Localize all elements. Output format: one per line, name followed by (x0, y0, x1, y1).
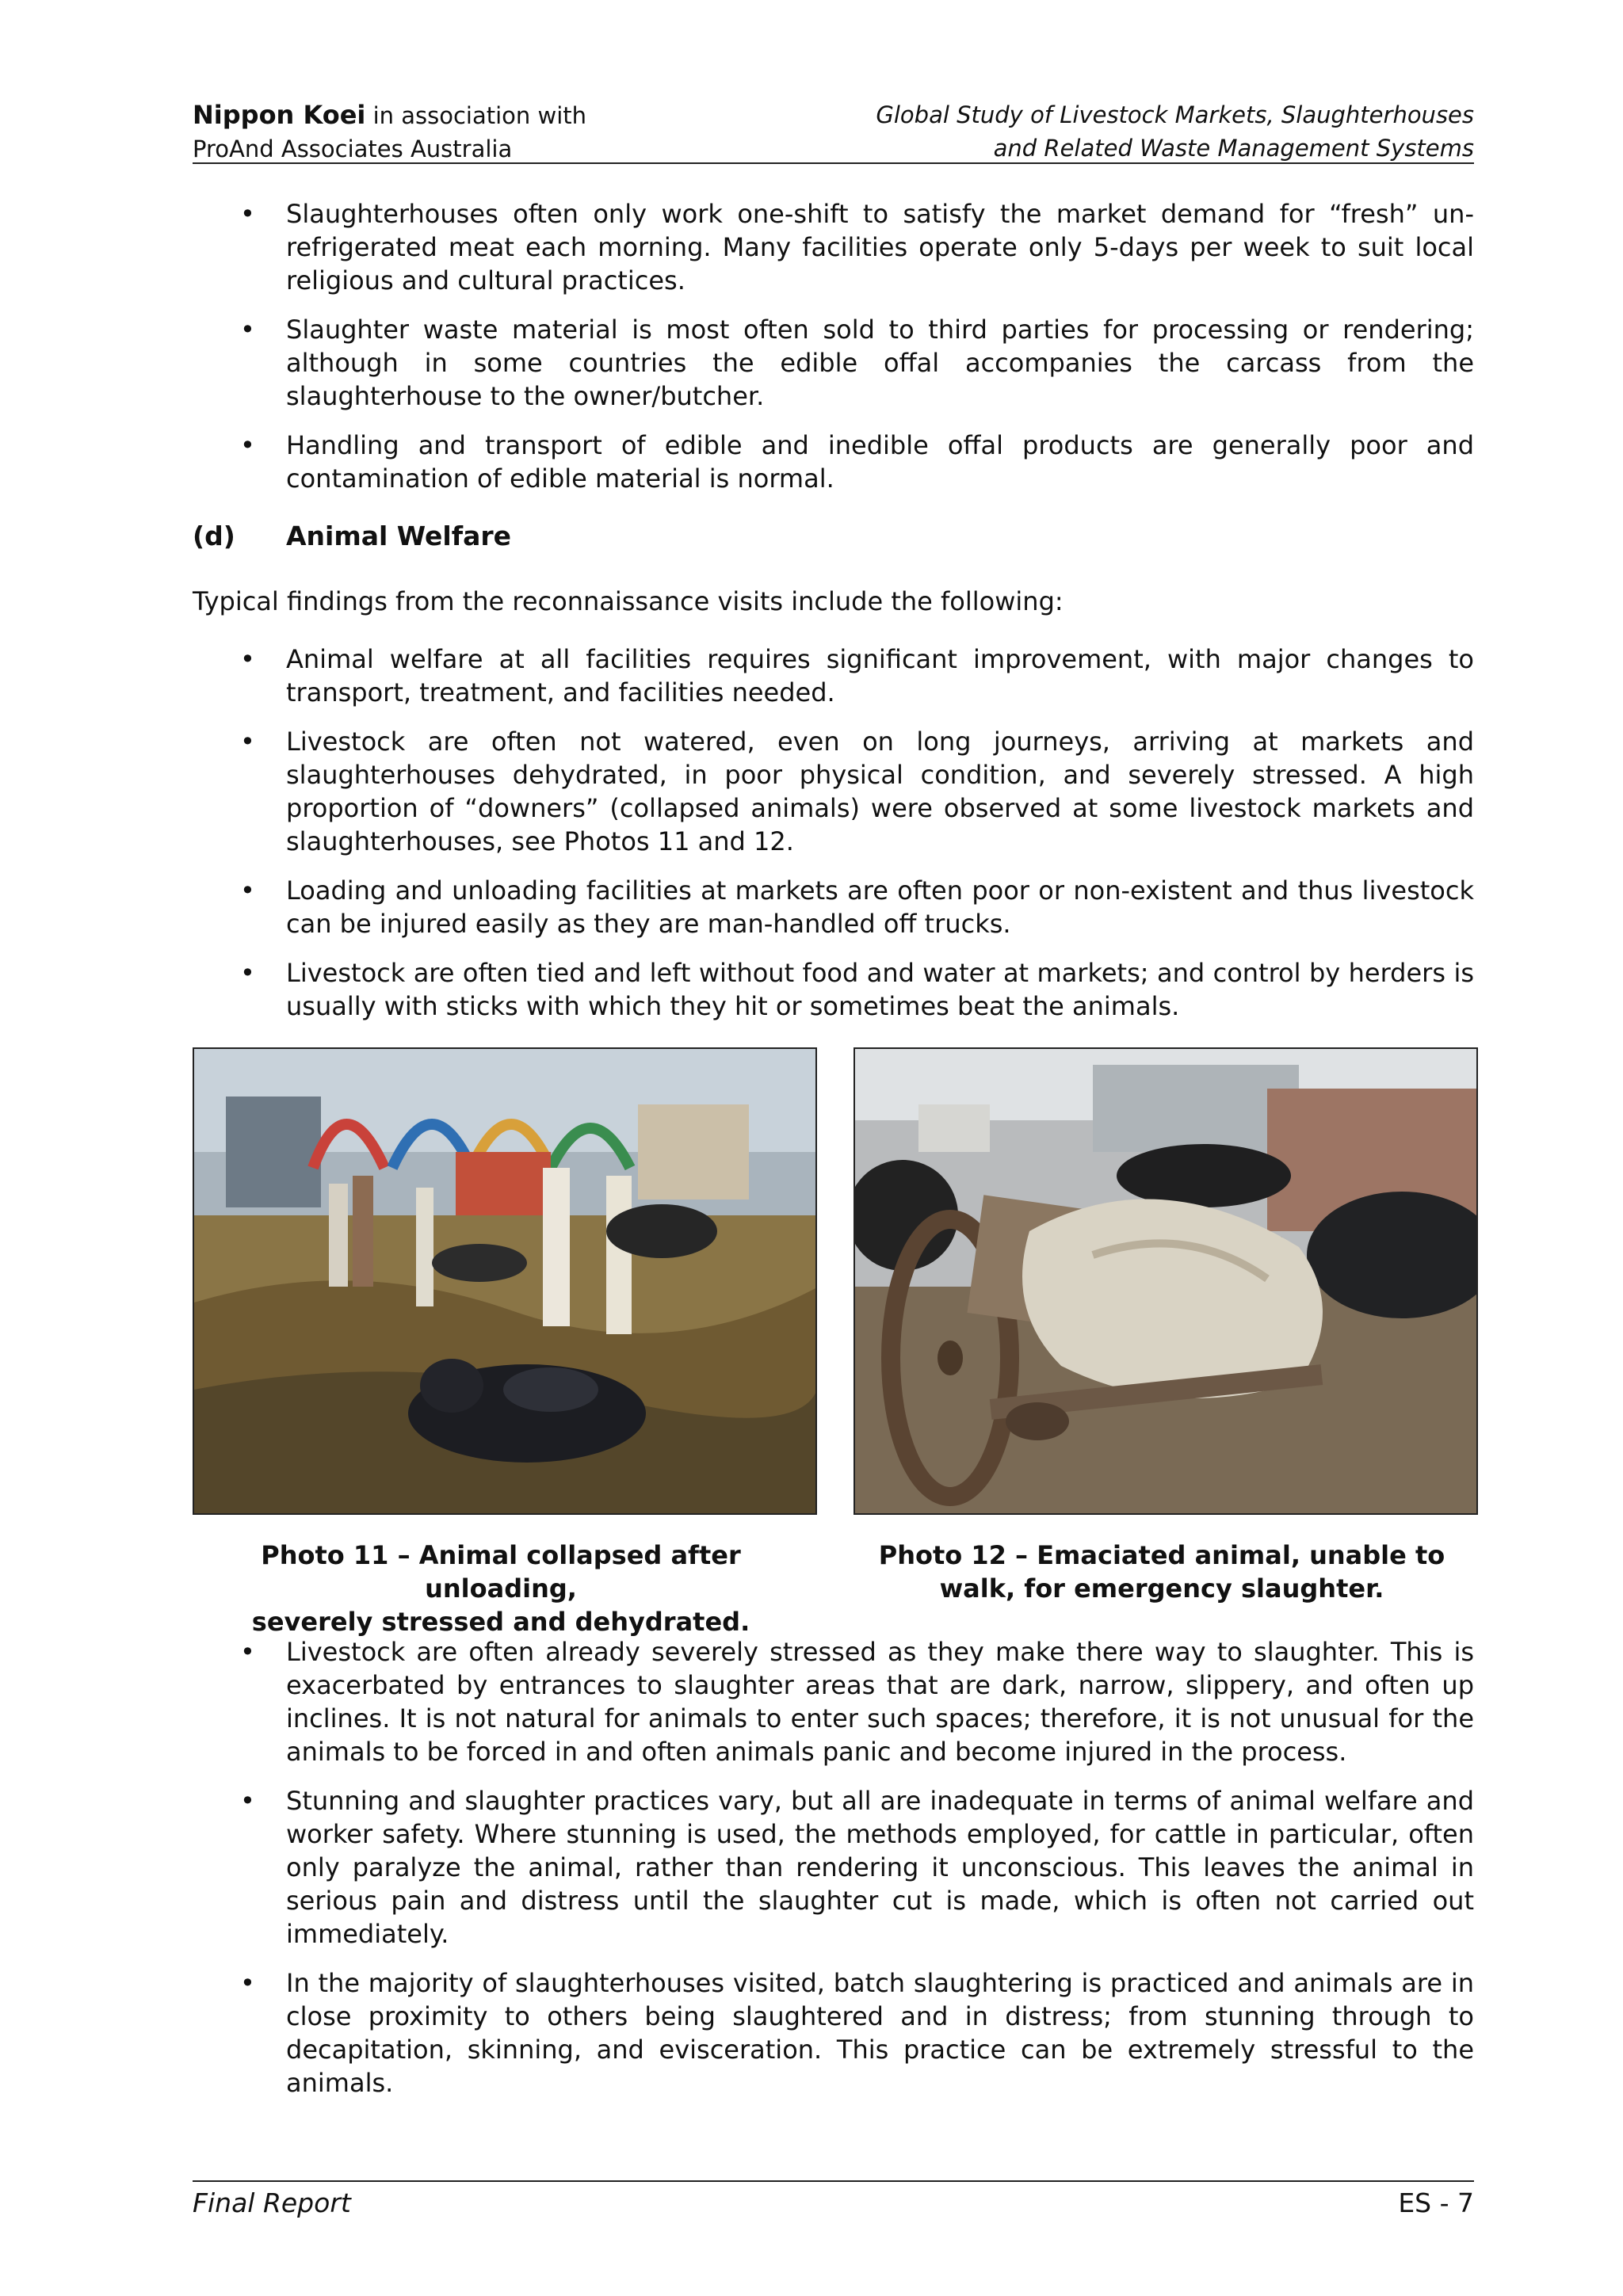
assoc-text: in association with (372, 102, 587, 129)
caption-line: walk, for emergency slaughter. (939, 1573, 1384, 1604)
bottom-bullet-list (193, 1635, 1474, 2100)
bullet-item: • Handling and transport of edible and inedible offal products are generally poor and contamination of edible material is normal. (193, 429, 1474, 495)
photo-11 (193, 1047, 817, 1515)
welfare-bullet-list (193, 643, 1474, 1023)
bullet-item: • Slaughterhouses often only work one-shift to satisfy the market demand for “fresh” un-refrigerated meat each morning. Many facilities operate only 5-days per week to suit local religious and cultural practices. (193, 197, 1474, 297)
caption-line: Photo 12 – Emaciated animal, unable to (878, 1540, 1445, 1570)
caption-line: Photo 11 – Animal collapsed after unloading, (261, 1540, 741, 1604)
section-number: (d) (193, 521, 235, 551)
photo-12-caption (845, 1539, 1479, 1605)
bullet-item: • Stunning and slaughter practices vary, but all are inadequate in terms of animal welfare and worker safety. Where stunning is used, the methods employed, for cattle in particular, often only paralyze the animal, rather than rendering it unconscious. This leaves the animal in serious pain and distress until the slaughter cut is made, which is often not carried out immediately. (193, 1784, 1474, 1951)
section-heading (193, 520, 511, 553)
org-name: Nippon Koei (193, 100, 366, 130)
header-right (876, 98, 1474, 165)
top-bullet-list (193, 197, 1474, 495)
bullet-item: • Slaughter waste material is most often sold to third parties for processing or rendering; although in some countries the edible offal accompanies the carcass from the slaughterhouse to the owner/butcher. (193, 313, 1474, 413)
bullet-item: • Loading and unloading facilities at markets are often poor or non-existent and thus livestock can be injured easily as they are man-handled off trucks. (193, 874, 1474, 940)
doc-title-line2: and Related Waste Management Systems (993, 135, 1474, 162)
photo-11-caption (184, 1539, 818, 1638)
page-number: ES - 7 (1398, 2187, 1474, 2218)
photo-12-image (855, 1049, 1478, 1515)
bullet-item: • In the majority of slaughterhouses visited, batch slaughtering is practiced and animals are in close proximity to others being slaughtered and in distress; from stunning through to decapitation, skinning, and evisceration. This practice can be extremely stressful to the animals. (193, 1966, 1474, 2100)
partner-name: ProAnd Associates Australia (193, 135, 513, 162)
footer-report-label: Final Report (193, 2187, 351, 2218)
header-rule (193, 162, 1474, 164)
photo-12 (854, 1047, 1478, 1515)
bullet-item: • Livestock are often already severely stressed as they make there way to slaughter. This is exacerbated by entrances to slaughter areas that are dark, narrow, slippery, and often up inclines. It is not natural for animals to enter such spaces; therefore, it is not unusual for the animals to be forced in and often animals panic and become injured in the process. (193, 1635, 1474, 1768)
header-left (193, 98, 586, 166)
bullet-item: • Livestock are often tied and left without food and water at markets; and control by herders is usually with sticks with which they hit or sometimes beat the animals. (193, 956, 1474, 1023)
section-title: Animal Welfare (286, 521, 511, 551)
caption-line: severely stressed and dehydrated. (251, 1607, 750, 1637)
bullet-item: • Animal welfare at all facilities requires significant improvement, with major changes to transport, treatment, and facilities needed. (193, 643, 1474, 709)
photo-11-image (194, 1049, 817, 1515)
footer-rule (193, 2180, 1474, 2182)
doc-title-line1: Global Study of Livestock Markets, Slaughterhouses (876, 101, 1474, 128)
bullet-item: • Livestock are often not watered, even on long journeys, arriving at markets and slaughterhouses dehydrated, in poor physical condition, and severely stressed. A high proportion of “downers” (collapsed animals) were observed at some livestock markets and slaughterhouses, see Photos 11 and 12. (193, 725, 1474, 858)
intro-paragraph: Typical findings from the reconnaissance visits include the following: (193, 586, 1064, 616)
